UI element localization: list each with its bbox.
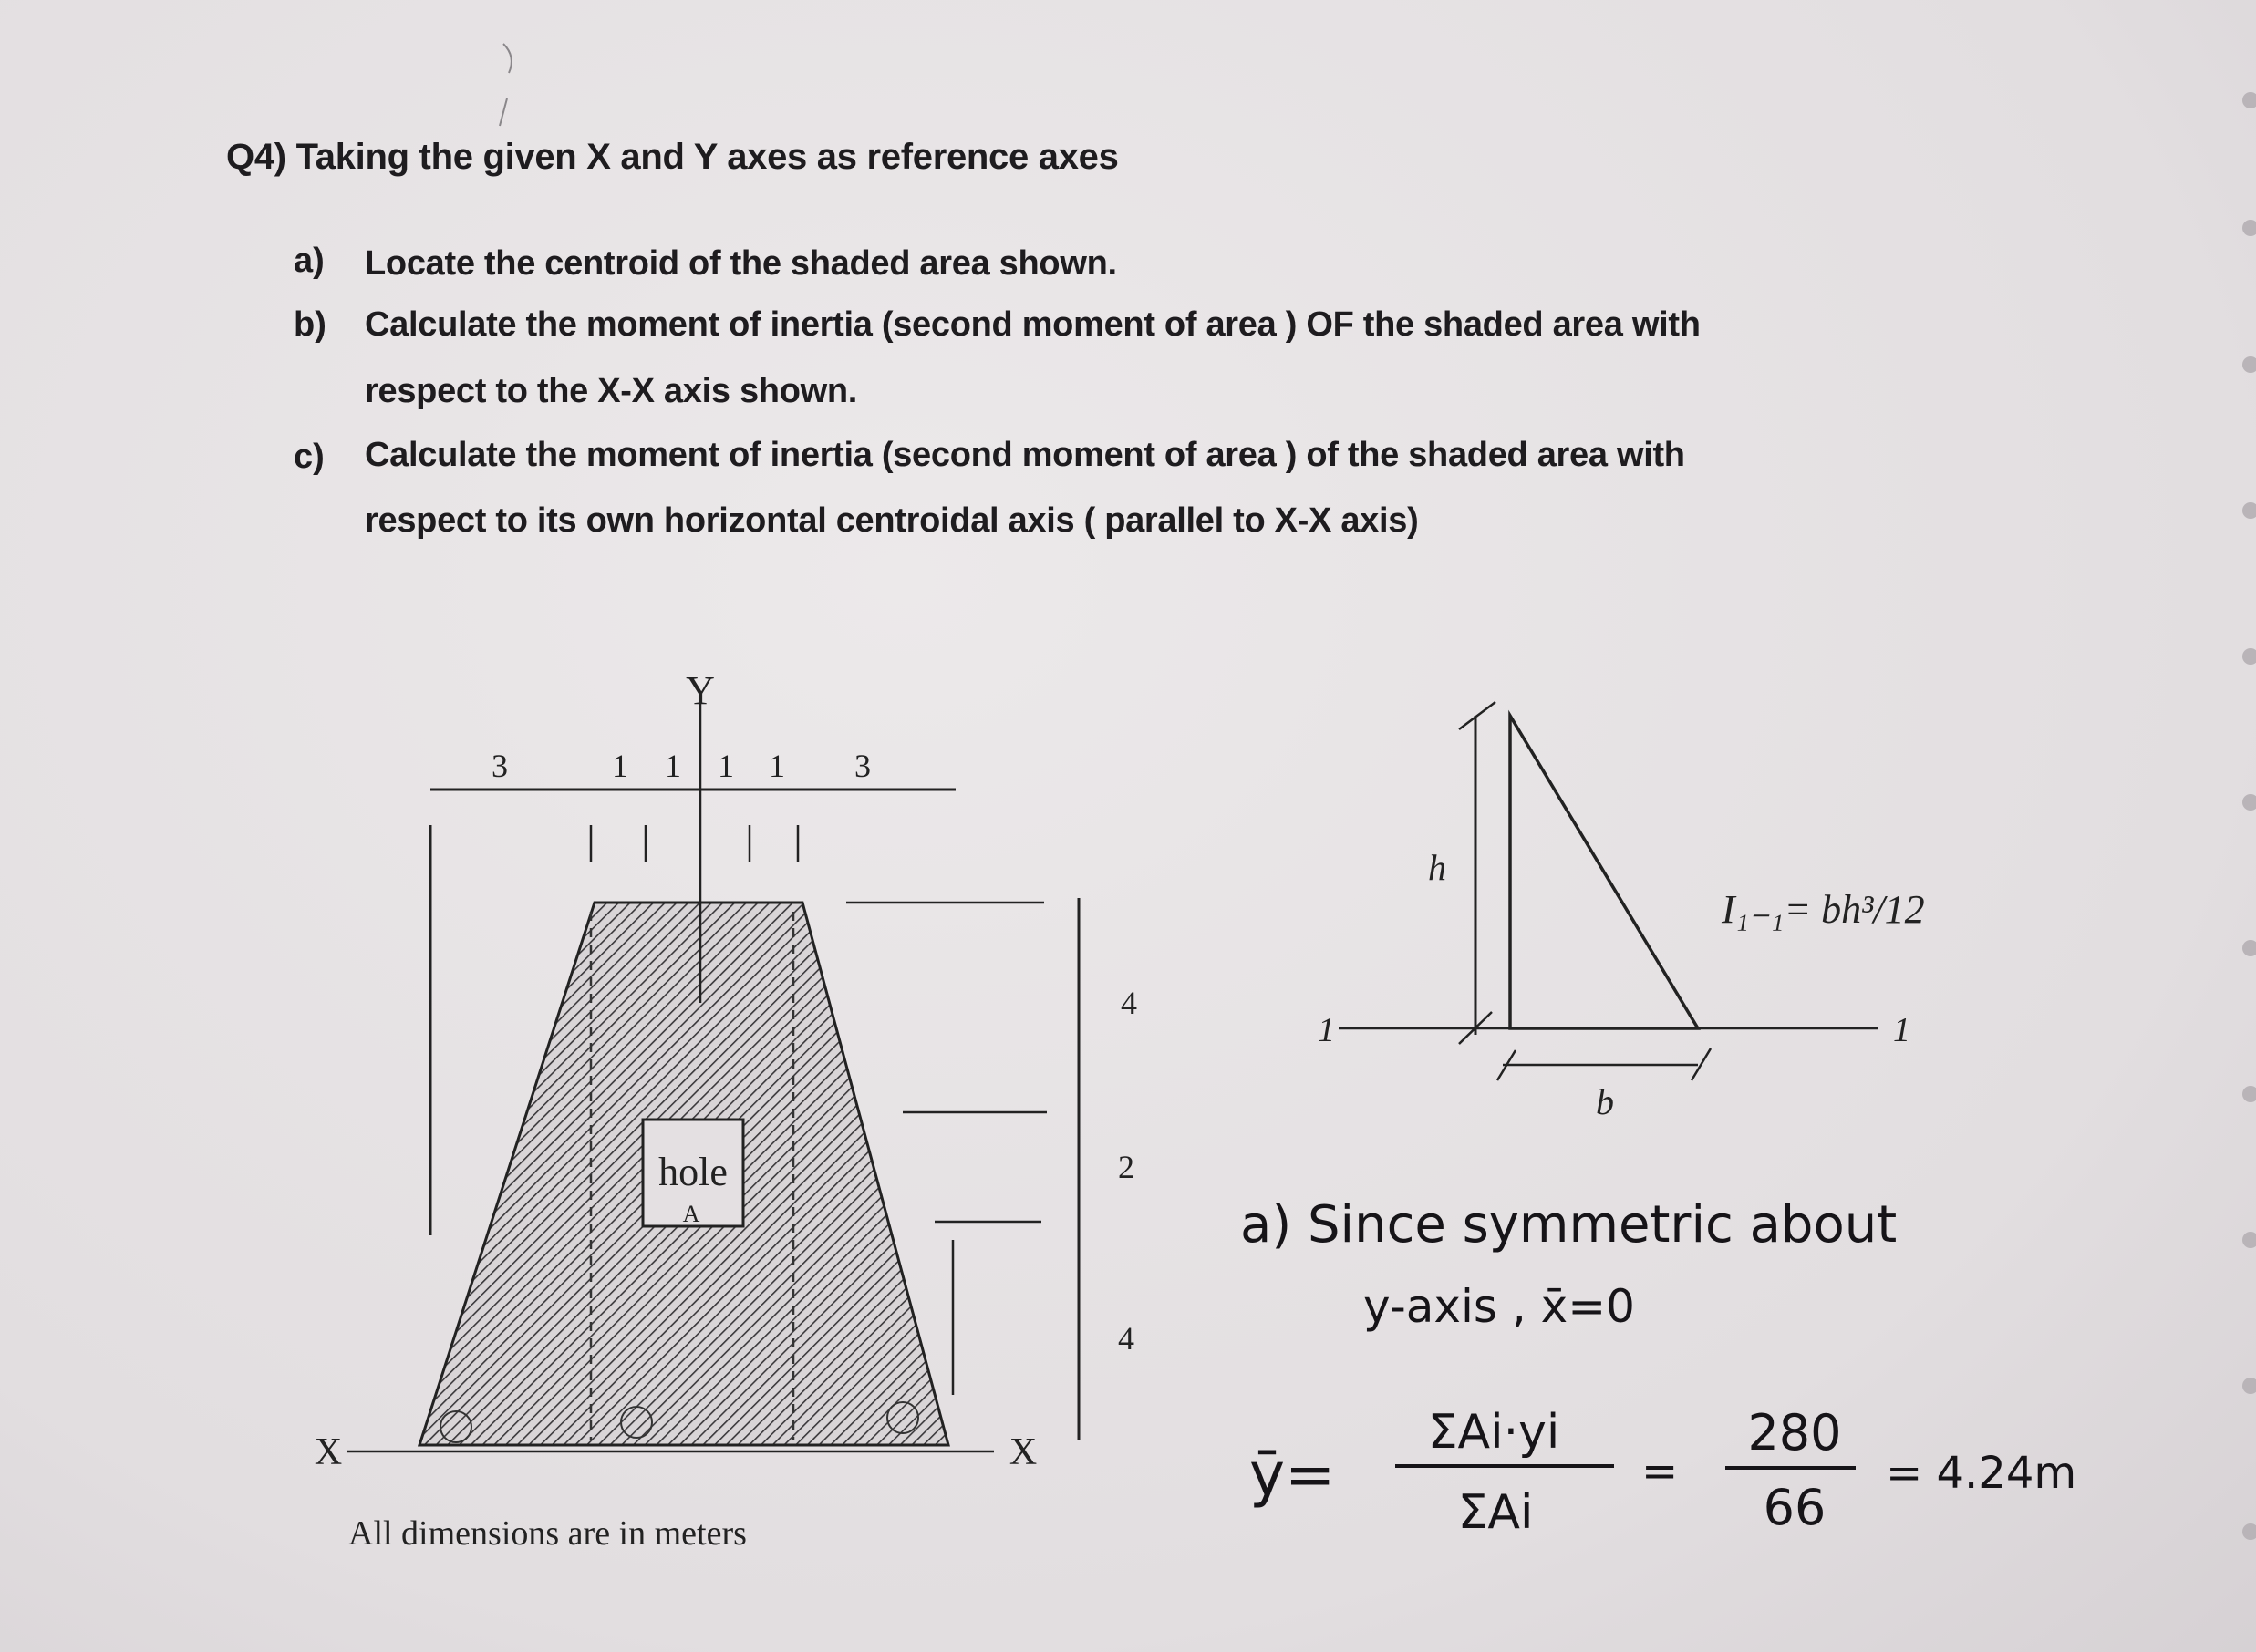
binder-holes <box>2242 92 2256 1540</box>
top-dim-1: 3 <box>492 748 508 784</box>
part-b-text-line2: respect to the X-X axis shown. <box>365 372 858 410</box>
equals-sign: = <box>1641 1446 1679 1497</box>
top-dim-6: 3 <box>854 748 871 784</box>
part-b-text-line1: Calculate the moment of inertia (second moment of area ) OF the shaded area with <box>365 305 1701 344</box>
fraction-denominator: 66 <box>1763 1479 1827 1536</box>
hole-mark: A <box>682 1201 700 1227</box>
top-dim-5: 1 <box>769 748 785 784</box>
sum-numerator: ΣAi·yi <box>1427 1405 1560 1460</box>
h-label: h <box>1428 847 1446 888</box>
sum-denominator: ΣAi <box>1457 1485 1534 1540</box>
y-axis-label: Y <box>686 668 715 713</box>
part-a-text: Locate the centroid of the shaded area shown. <box>365 244 1117 283</box>
part-a-marker: a) <box>294 242 325 280</box>
hole-label: hole <box>658 1150 728 1194</box>
part-c-text-line1: Calculate the moment of inertia (second moment of area ) of the shaded area with <box>365 436 1685 474</box>
fraction-numerator: 280 <box>1747 1404 1842 1461</box>
triangle-shape <box>1510 716 1698 1028</box>
part-b-marker: b) <box>294 305 326 344</box>
top-dim-2: 1 <box>612 748 628 784</box>
inertia-formula: I₁₋₁= bh³/12 <box>1722 887 1925 932</box>
handwritten-solution <box>1240 1195 2076 1540</box>
ybar-symbol: ȳ= <box>1249 1440 1336 1510</box>
side-dim-1: 4 <box>1121 985 1137 1021</box>
part-c-text-line2: respect to its own horizontal centroidal axis ( parallel to X-X axis) <box>365 501 1419 540</box>
trapezoid-figure <box>419 903 948 1445</box>
top-dim-3: 1 <box>665 748 681 784</box>
question-title: Q4) Taking the given X and Y axes as reference axes <box>226 137 1119 177</box>
stray-pen-mark <box>503 44 512 73</box>
solution-line-2: y-axis , x̄=0 <box>1363 1280 1635 1333</box>
b-label: b <box>1596 1081 1614 1122</box>
stray-pen-mark <box>500 98 507 126</box>
part-c-marker: c) <box>294 438 325 476</box>
side-dim-3: 4 <box>1118 1320 1134 1357</box>
axis-label-right: 1 <box>1893 1011 1910 1049</box>
x-axis-label-left: X <box>314 1431 343 1473</box>
result-value: = 4.24m <box>1886 1448 2077 1499</box>
footnote: All dimensions are in meters <box>348 1514 747 1553</box>
solution-line-1: a) Since symmetric about <box>1240 1195 1898 1254</box>
x-axis-label-right: X <box>1009 1431 1038 1473</box>
top-dim-4: 1 <box>718 748 734 784</box>
side-dim-2: 2 <box>1118 1149 1134 1185</box>
axis-label-left: 1 <box>1318 1011 1335 1049</box>
triangle-figure <box>1318 702 1925 1122</box>
